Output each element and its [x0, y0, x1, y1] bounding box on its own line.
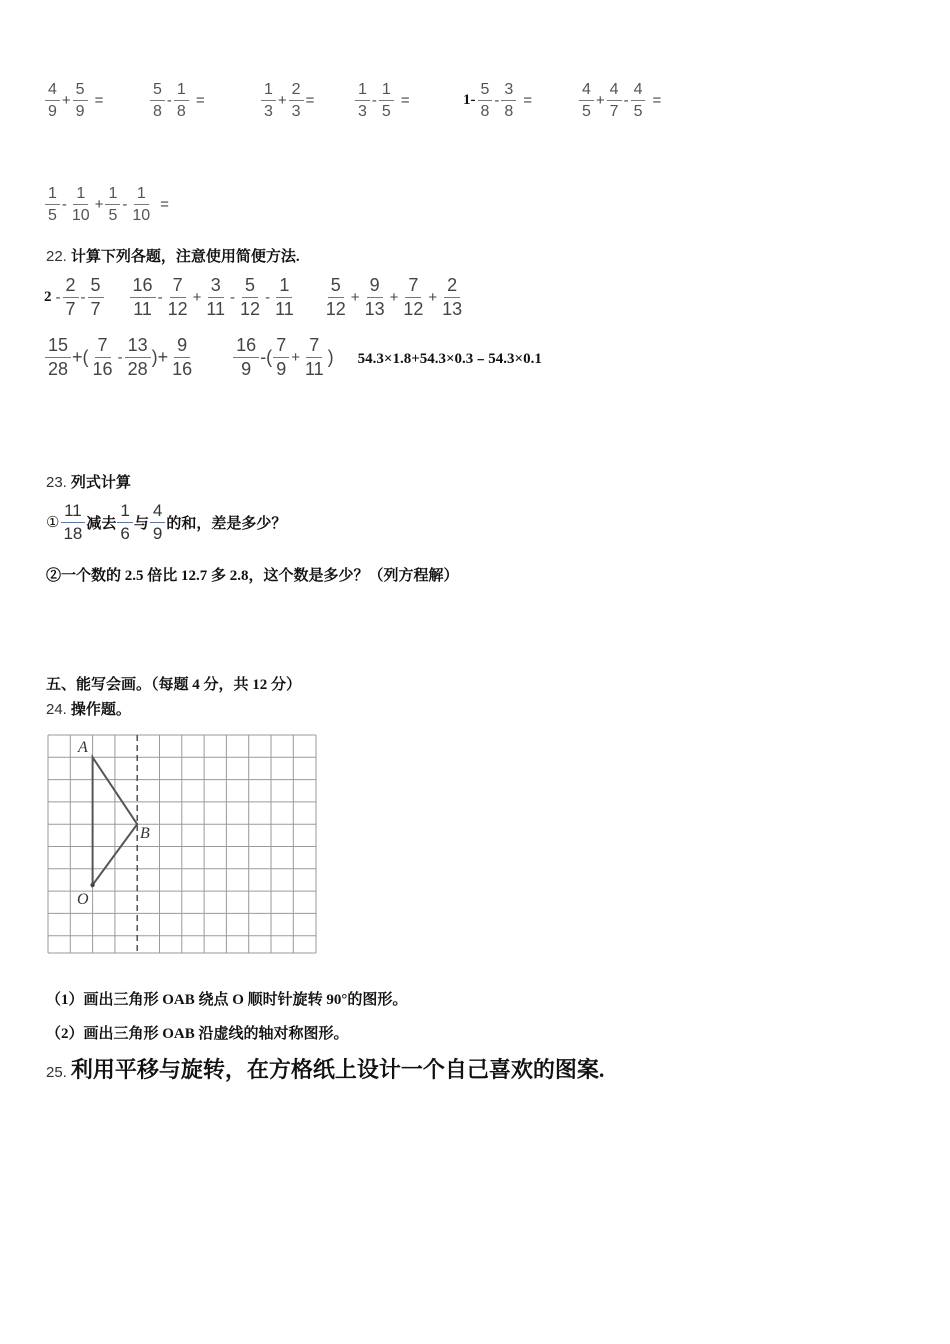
expr-6: [578, 81, 662, 120]
operator: -: [61, 196, 67, 213]
operator: +(: [72, 347, 89, 367]
operator: +: [192, 289, 202, 306]
numerator: 5: [88, 276, 104, 298]
expr-5: [462, 81, 533, 120]
operator: +: [350, 289, 360, 306]
operator: -: [122, 196, 128, 213]
denominator: 9: [48, 102, 57, 120]
denominator: 3: [291, 102, 301, 120]
numerator: 5: [242, 276, 258, 298]
q22-row-1: [44, 276, 466, 319]
numerator: 9: [174, 336, 190, 358]
denominator: 28: [48, 359, 69, 379]
denominator: 12: [240, 299, 261, 319]
question-number: 24.: [46, 701, 67, 718]
q23-heading: [46, 471, 131, 492]
operator: +: [277, 91, 287, 109]
q25-heading: [46, 1053, 604, 1084]
denominator: 9: [152, 524, 163, 543]
denominator: 7: [65, 299, 76, 319]
decimal-expression: 54.3×1.8+54.3×0.3﹣54.3×0.1: [357, 351, 542, 367]
numerator: 2: [63, 276, 79, 298]
operator: -: [157, 289, 163, 306]
numerator: 5: [73, 81, 88, 101]
operator: -: [117, 349, 123, 366]
equals: =: [652, 91, 662, 109]
operator: -: [166, 91, 172, 109]
denominator: 12: [167, 299, 188, 319]
circled-number: ①: [46, 515, 60, 531]
q24-subquestion-2: （2）画出三角形 OAB 沿虚线的轴对称图形。: [46, 1026, 349, 1042]
denominator: 10: [132, 207, 151, 224]
point-o: [90, 883, 94, 887]
denominator: 3: [264, 102, 273, 120]
denominator: 18: [63, 524, 83, 543]
text: 与: [133, 516, 149, 532]
equals: =: [523, 91, 533, 109]
numerator: 1: [105, 185, 120, 205]
label-b: B: [140, 825, 150, 842]
grid-figure: [44, 730, 320, 958]
expr-1: [44, 81, 104, 120]
operator: ): [327, 347, 334, 367]
numerator: 5: [150, 81, 165, 101]
numerator: 1: [134, 185, 149, 205]
text: 的和，差是多少？: [166, 516, 287, 532]
expr-3: [260, 81, 315, 120]
denominator: 3: [358, 102, 367, 120]
denominator: 5: [48, 207, 57, 224]
question-title: 列式计算: [70, 475, 131, 491]
numerator: 5: [478, 81, 493, 101]
numerator: 11: [61, 502, 85, 523]
operator: -: [623, 91, 629, 109]
question-number: 23.: [46, 474, 67, 491]
denominator: 7: [90, 299, 101, 319]
prefix: 1-: [463, 91, 476, 108]
operator: -: [230, 289, 236, 306]
denominator: 5: [633, 102, 643, 120]
equals: =: [195, 91, 205, 109]
grid-lines: [48, 735, 316, 953]
fraction-row-2: [44, 185, 170, 224]
denominator: 8: [153, 102, 162, 120]
operator: +: [61, 91, 71, 109]
numerator: 9: [367, 276, 383, 298]
denominator: 13: [364, 299, 385, 319]
text: 减去: [86, 516, 117, 532]
equals: =: [94, 91, 104, 109]
operator: -: [371, 91, 377, 109]
denominator: 5: [108, 207, 118, 224]
numerator: 2: [289, 81, 304, 101]
q23-part-2: ②一个数的 2.5 倍比 12.7 多 2.8，这个数是多少？（列方程解）: [46, 568, 459, 584]
operator: -: [494, 91, 500, 109]
numerator: 1: [261, 81, 276, 101]
denominator: 5: [582, 102, 591, 120]
question-title: 利用平移与旋转，在方格纸上设计一个自己喜欢的图案.: [70, 1057, 605, 1082]
numerator: 1: [379, 81, 394, 101]
operator: -: [80, 289, 86, 306]
operator: +: [389, 289, 399, 306]
denominator: 12: [403, 299, 424, 319]
numerator: 2: [444, 276, 460, 298]
numerator: 3: [501, 81, 516, 101]
section-heading: 五、能写会画。（每题 4 分，共 12 分）: [46, 677, 302, 693]
numerator: 4: [150, 502, 165, 523]
denominator: 11: [206, 299, 226, 319]
question-title: 计算下列各题，注意使用简便方法.: [70, 249, 300, 265]
numerator: 1: [45, 185, 60, 205]
question-number: 25.: [46, 1064, 67, 1081]
numerator: 4: [607, 81, 622, 101]
numerator: 13: [125, 336, 151, 358]
label-a: A: [78, 739, 88, 756]
label-o: O: [77, 891, 89, 908]
numerator: 1: [117, 502, 132, 523]
numerator: 16: [233, 336, 259, 358]
denominator: 8: [504, 102, 514, 120]
equals: =: [400, 91, 410, 109]
denominator: 28: [127, 359, 148, 379]
denominator: 9: [241, 359, 252, 379]
denominator: 11: [275, 299, 294, 319]
operator: )+: [151, 347, 169, 367]
denominator: 16: [92, 359, 113, 379]
q23-part-1: [46, 502, 286, 543]
operator: -(: [260, 347, 273, 367]
operator: +: [94, 196, 104, 213]
denominator: 6: [120, 524, 130, 543]
denominator: 8: [480, 102, 490, 120]
denominator: 9: [276, 359, 287, 379]
operator: -: [55, 289, 61, 306]
operator: -: [265, 289, 271, 306]
numerator: 4: [631, 81, 646, 101]
denominator: 16: [172, 359, 193, 379]
numerator: 5: [328, 276, 344, 298]
numerator: 4: [579, 81, 594, 101]
denominator: 11: [304, 359, 324, 379]
question-number: 22.: [46, 248, 67, 265]
numerator: 7: [273, 336, 289, 358]
q22-row-2: [44, 336, 542, 379]
operator: +: [428, 289, 438, 306]
equals: =: [305, 91, 315, 109]
question-title: 操作题。: [70, 702, 131, 718]
number-lead: 2: [44, 289, 52, 305]
denominator: 12: [325, 299, 346, 319]
denominator: 9: [75, 102, 85, 120]
numerator: 1: [73, 185, 88, 205]
operator: +: [291, 349, 300, 366]
numerator: 1: [174, 81, 189, 101]
numerator: 7: [95, 336, 111, 358]
denominator: 11: [133, 299, 152, 319]
numerator: 4: [45, 81, 60, 101]
q24-heading: [46, 698, 131, 719]
denominator: 7: [609, 102, 619, 120]
expr-4: [354, 81, 411, 120]
numerator: 7: [170, 276, 186, 298]
numerator: 7: [306, 336, 322, 358]
denominator: 10: [71, 207, 90, 224]
numerator: 7: [405, 276, 421, 298]
equals: =: [160, 196, 169, 213]
q24-subquestion-1: （1）画出三角形 OAB 绕点 O 顺时针旋转 90°的图形。: [46, 992, 408, 1008]
q22-heading: [46, 245, 300, 266]
denominator: 5: [381, 102, 391, 120]
denominator: 13: [442, 299, 463, 319]
numerator: 1: [276, 276, 292, 298]
operator: +: [595, 91, 605, 109]
numerator: 3: [208, 276, 224, 298]
numerator: 15: [45, 336, 71, 358]
denominator: 8: [176, 102, 186, 120]
numerator: 16: [130, 276, 156, 298]
expr-2: [149, 81, 206, 120]
numerator: 1: [355, 81, 370, 101]
